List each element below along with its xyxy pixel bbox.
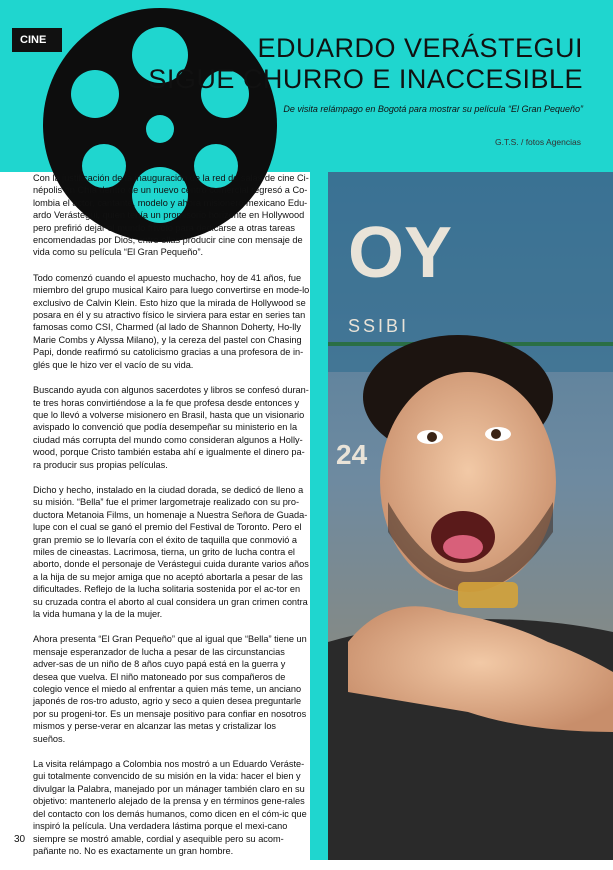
article-title-line1: EDUARDO VERÁSTEGUI — [257, 33, 583, 63]
photo-credit: G.T.S. / fotos Agencias — [495, 137, 581, 147]
paragraph: Buscando ayuda con algunos sacerdotes y libros se confesó duran-te tres horas convirtiéndose a la fe que profesa desde entonces y que lo llevó a volverse misionero en Brasil, hasta que un visionario avispado lo convenció que podía desempeñar su ministerio en la ciudad más corrupta del mundo como consideran algunos a Holly-wood, porque Cristo también estaba ahí e igualmente el dinero pa-ra producir sus propias películas. — [33, 385, 309, 470]
paragraph: La visita relámpago a Colombia nos mostró a un Eduardo Veráste-gui totalmente convencido de su misión en la vida: hacer el bien y divulgar la Palabra, manejado por un mánager también claro en su objetivo: mantenerlo alejado de la prensa y en términos gene-rales del contacto con los demás humanos, como dicen en el cóm-ic que inspiró la película. Una verdadera lástima porque el mexi-cano siempre se mostró amable, cordial y asequible pero su acom-pañante no. No es exactamente un gran hombre. — [33, 759, 307, 856]
paragraph: Ahora presenta “El Gran Pequeño” que al igual que “Bella” tiene un mensaje esperanzador de lucha a pesar de las circunstancias adver-sas de un niño de 8 años cuyo papá está en la guerra y desea que vuelva. El niño matoneado por sus compañeros de colegio vence el miedo al enfrentar a quien más teme, un anciano japonés de ros-tro adusto, agrio y seco a quien desea preguntarle por su progeni-tor. Es un mensaje positivo para confiar en nosotros mismos y perse-verar en alcanzar las metas y cristalizar los sueños. — [33, 634, 307, 744]
poster-number: 24 — [336, 439, 368, 470]
poster-letters: OY — [348, 213, 453, 293]
article-title-line2: SIGUE CHURRO E INACCESIBLE — [148, 64, 583, 94]
paragraph: Con la justificación de la inauguración de la red de salas de cine Ci-népolis en Chía dentro de un nuevo centro comercial regresó a Co-lombia el actor, cantante, modelo y ahora misionero mexicano Edu-ardo Verástegui, quien tenía un promisorio horizonte en Hollywood pero prefirió dejar el mundo frívolo para dedicarse a otras tareas encomendadas por Dios, entre ellas producir cine con mensaje de vida como su película “El Gran Pequeño”. — [33, 173, 309, 258]
section-tag: CINE — [12, 28, 62, 52]
page-number: 30 — [14, 834, 26, 845]
teal-column-edge — [310, 172, 330, 860]
article-body — [33, 172, 310, 870]
article-subtitle: De visita relámpago en Bogotá para mostrar su película “El Gran Pequeño” — [283, 104, 583, 114]
poster-small-text: SSIBI — [348, 316, 410, 336]
actor-photo — [328, 172, 613, 860]
paragraph: Dicho y hecho, instalado en la ciudad dorada, se dedicó de lleno a su misión. “Bella” fue el primer largometraje realizado con su pro-ductora Metanoia Films, un homenaje a Nuestra Señora de Guada-lupe con el cual se ganó el premio del Festival de Toronto. Pero el gran premio se lo llevaría con el éxito de taquilla que conmovió a miles de cineastas. Lacrimosa, tierna, un grito de lucha contra el aborto, donde el personaje de Verástegui cuida durante varios años a la hija de su mejor amiga que no aceptó abortarla a pesar de las dificultades. Reflejo de la lucha solitaria sostenida por el ac-tor en su cruzada contra el aborto al cual considera un gran crimen contra la vida humana y la de la mujer. — [33, 484, 309, 619]
paragraph: Todo comenzó cuando el apuesto muchacho, hoy de 41 años, fue miembro del grupo musical Kairo para luego convertirse en mode-lo exclusivo de Calvin Klein. Esto hizo que la mirada de Hollywood se posara en él y su atractivo físico le sirviera para estar en series tan famosas como CSI, Charmed (al lado de Shannon Doherty, Ho-lly Marie Combs y Alyssa Milano), y la cereza del pastel con Chasing Papi, donde reafirmó su catolicismo gracias a una profesora de in-glés que le hizo ver el vacío de su vida. — [33, 272, 310, 370]
